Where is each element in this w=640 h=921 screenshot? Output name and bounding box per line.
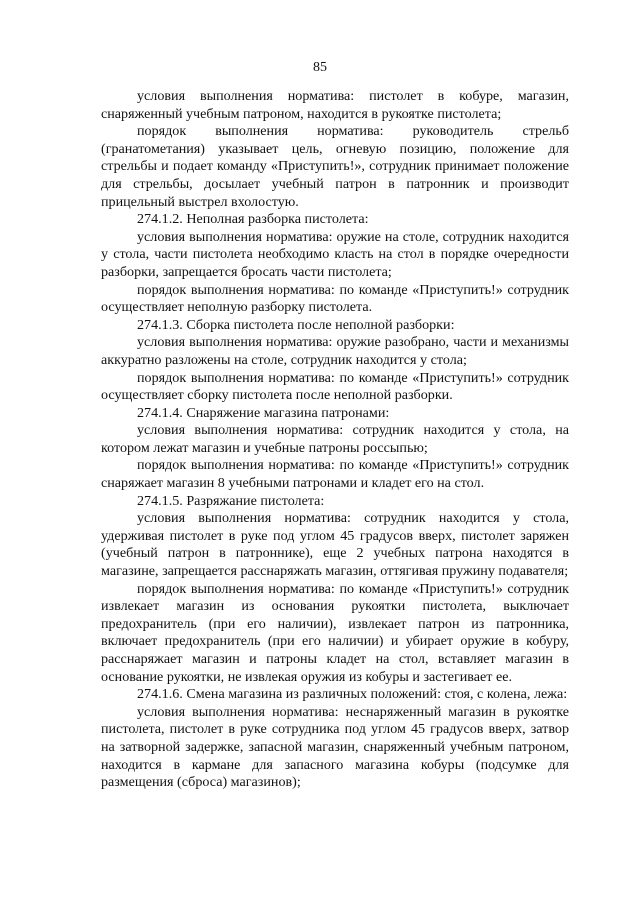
- paragraph: порядок выполнения норматива: по команде «Приступить!» сотрудник снаряжает магазин 8 учебными патронами и кладет его на стол.: [101, 457, 569, 492]
- section-heading: 274.1.3. Сборка пистолета после неполной разборки:: [137, 316, 455, 333]
- page-number: 85: [313, 60, 327, 75]
- page-body: [101, 88, 569, 792]
- paragraph: порядок выполнения норматива: по команде «Приступить!» сотрудник осуществляет сборку пистолета после неполной разборки.: [101, 369, 569, 404]
- paragraph: условия выполнения норматива: оружие разобрано, части и механизмы аккуратно разложены на столе, сотрудник находится у стола;: [101, 334, 569, 368]
- paragraph: условия выполнения норматива: оружие на столе, сотрудник находится у стола, части пистолета необходимо класть на стол в порядке очередности разборки, запрещается бросать части пистолета;: [101, 228, 569, 280]
- paragraph: порядок выполнения норматива: по команде «Приступить!» сотрудник извлекает магазин из основания рукоятки пистолета, выключает предохранитель (при его наличии), извлекает патрон из патронника, включает предохранитель (при его наличии) и убирает оружие в кобуру, расснаряжает магазин и патроны кладет на стол, вставляет магазин в основание рукоятки, не извлекая оружия из кобуры и застегивает ее.: [101, 580, 569, 685]
- paragraph: порядок выполнения норматива: по команде «Приступить!» сотрудник осуществляет неполную разборку пистолета.: [101, 281, 569, 316]
- section-heading: 274.1.2. Неполная разборка пистолета:: [137, 211, 369, 228]
- section-heading: 274.1.5. Разряжание пистолета:: [137, 492, 325, 509]
- paragraph: условия выполнения норматива: сотрудник находится у стола, удерживая пистолет в руке под углом 45 градусов вверх, пистолет заряжен (учебный патрон в патроннике), еще 2 учебных патрона находятся в магазине, запрещается расснаряжать магазин, оттягивая пружину подавателя;: [101, 510, 569, 580]
- section-heading: 274.1.6. Смена магазина из различных положений: стоя, с колена, лежа:: [137, 686, 568, 703]
- paragraph: условия выполнения норматива: сотрудник находится у стола, на котором лежат магазин и учебные патроны россыпью;: [101, 422, 569, 456]
- section-heading: 274.1.4. Снаряжение магазина патронами:: [137, 404, 390, 421]
- paragraph: порядок выполнения норматива: руководитель стрельб (гранатометания) указывает цель, огневую позицию, положение для стрельбы и подает команду «Приступить!», сотрудник принимает положение для стрельбы, досылает учебный патрон в патронник и производит прицельный выстрел вхолостую.: [101, 123, 569, 210]
- paragraph: условия выполнения норматива: пистолет в кобуре, магазин, снаряженный учебным патроном, находится в рукоятке пистолета;: [101, 88, 569, 122]
- paragraph: условия выполнения норматива: неснаряженный магазин в рукоятке пистолета, пистолет в руке сотрудника под углом 45 градусов вверх, затвор на затворной задержке, запасной магазин, снаряженный учебным патроном, находится в кармане для запасного магазина кобуры (подсумке для размещения (сброса) магазинов);: [101, 703, 569, 791]
